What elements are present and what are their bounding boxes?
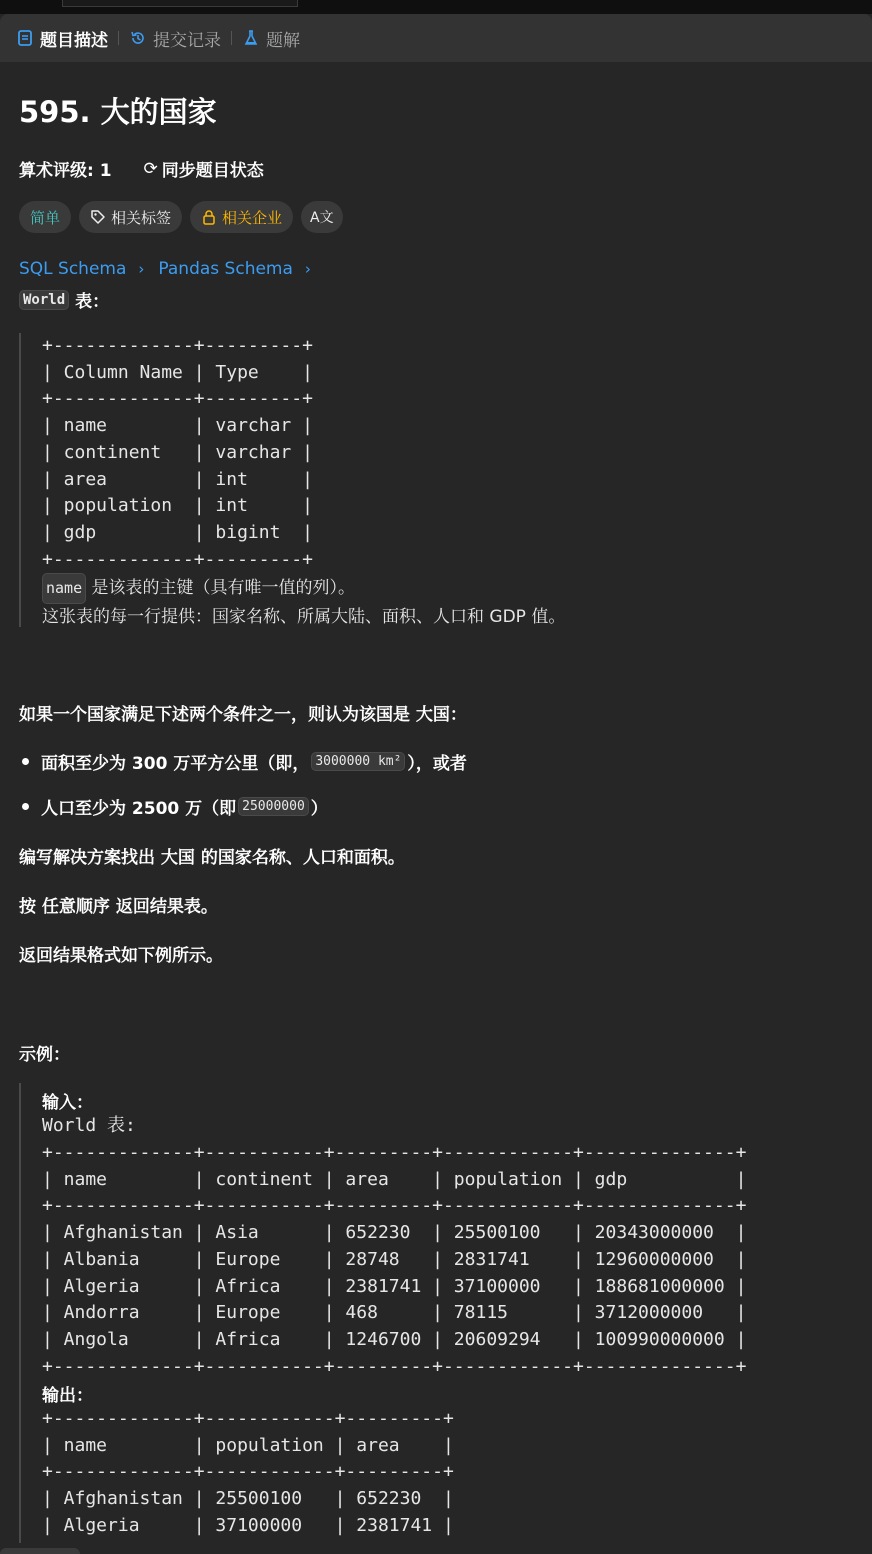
chevron-right-icon: › [304,260,311,278]
related-tags-button[interactable] [79,201,182,233]
tab-submissions[interactable] [129,26,221,51]
output-label: 输出： [42,1386,93,1406]
editor-tab-stub [62,0,298,7]
list-item [19,749,467,774]
translate-icon: A文 [310,210,334,226]
related-companies-label: 相关企业 [222,208,283,227]
tab-divider [231,31,232,45]
flask-icon [242,29,260,47]
related-companies-button[interactable] [190,201,293,233]
history-icon [129,29,147,47]
intro-paragraph [19,700,467,725]
tab-divider [118,31,119,45]
bottom-scroll-stub [0,1548,80,1554]
intro-post: ： [449,705,467,725]
intro-bold: 大国 [415,705,450,725]
task-paragraph: 编写解决方案找出 大国 的国家名称、人口和面积。 [19,848,405,868]
problem-meta [19,156,264,181]
sql-schema-label: SQL Schema [19,259,127,279]
format-paragraph: 返回结果格式如下例所示。 [19,946,223,966]
list-item [19,794,328,819]
tab-description[interactable] [16,26,108,51]
bullet2-post: ） [310,799,328,819]
tab-submissions-label: 提交记录 [153,30,221,51]
name-code-chip: name [42,573,86,604]
output-ascii-table: +-------------+------------+---------+ | name | population | area | +-------------+------------+---------+ | Afghanistan | 25500100 | 652230 | | Algeria | 37100000 | 2381741 | [42,1408,454,1536]
window-top-strip [0,0,872,14]
difficulty-badge[interactable] [19,201,71,233]
bullet2-text: 人口至少为 2500 万（即 [41,799,237,819]
sql-schema-link[interactable] [19,259,144,279]
schema-note [42,573,565,631]
area-code-chip: 3000000 km² [311,752,405,771]
schema-blockquote [19,333,861,627]
example-heading: 示例： [19,1045,70,1065]
world-table-heading [19,287,109,312]
tag-icon [90,209,106,225]
bullet1-post: ），或者 [407,754,467,774]
tab-solutions[interactable] [242,26,300,51]
pandas-schema-label: Pandas Schema [158,259,293,279]
sync-status-label: 同步题目状态 [161,161,264,181]
world-code-chip: World [19,290,69,310]
bullet-dot [22,758,29,765]
problem-title: 595. 大的国家 [19,95,217,129]
related-tags-label: 相关标签 [111,208,172,227]
schema-ascii-table: +-------------+---------+ | Column Name | Type | +-------------+---------+ | name | varchar | | continent | varchar | | area | int | | population | int | | gdp | bigint | +-------------+---------+ [42,335,313,570]
tab-solutions-label: 题解 [266,30,300,51]
translate-button[interactable] [301,201,343,233]
bullet1-text: 面积至少为 300 万平方公里（即， [41,754,310,774]
lock-icon [201,209,217,225]
tag-row [19,201,343,233]
pandas-schema-link[interactable] [158,259,311,279]
schema-note-line2: 这张表的每一行提供：国家名称、所属大陆、面积、人口和 GDP 值。 [42,607,566,627]
input-table-caption: World 表: [42,1115,136,1136]
intro-text: 如果一个国家满足下述两个条件之一，则认为该国是 [19,705,410,725]
difficulty-label: 简单 [30,208,61,227]
population-code-chip: 25000000 [238,797,309,816]
problem-tabbar [0,14,872,62]
tab-description-label: 题目描述 [40,30,108,51]
sync-status-button[interactable] [144,156,264,181]
order-paragraph: 按 任意顺序 返回结果表。 [19,897,218,917]
schema-note-line1: 是该表的主键（具有唯一值的列）。 [91,578,356,598]
schema-links [19,259,311,279]
example-blockquote [19,1083,861,1543]
description-icon [16,29,34,47]
rating-text: 算术评级: 1 [19,161,112,181]
refresh-icon: ⟳ [143,158,158,179]
world-table-suffix: 表： [75,292,110,312]
input-ascii-table: +-------------+-----------+---------+------------+--------------+ | name | continent | area | population | gdp | +-------------+-----------+---------+------------+--------------+ | Afghanistan | Asia | 652230 | 25500100 | 20343000000 | | Albania | Europe | 28748 | 2831741 | 12960000000 | | Algeria | Africa | 2381741 | 37100000 | 188681000000 | | Andorra | Europe | 468 | 78115 | 3712000000 | | Angola | Africa | 1246700 | 20609294 | 100990000000 | +-------------+-----------+---------+------------+--------------+ [42,1142,747,1377]
input-label: 输入： [42,1093,93,1113]
chevron-right-icon: › [138,260,145,278]
bullet-dot [22,803,29,810]
